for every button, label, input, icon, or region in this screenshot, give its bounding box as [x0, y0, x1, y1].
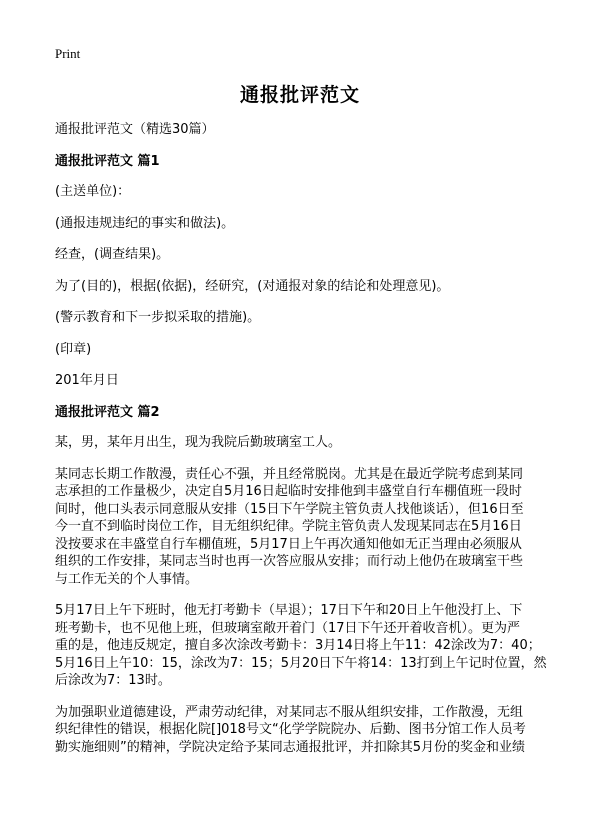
decision-line: 为了(目的)，根据(依据)，经研究，(对通报对象的结论和处理意见)。 [55, 278, 450, 294]
facts-line: (通报违规违纪的事实和做法)。 [55, 215, 235, 231]
paragraph-line: 与工作无关的个人事情。 [55, 571, 199, 587]
section-heading-2: 通报批评范文 篇2 [55, 404, 160, 420]
document-subtitle: 通报批评范文（精选30篇） [55, 122, 215, 137]
addressee-line: (主送单位)： [55, 184, 131, 199]
paragraph-line: 组织的工作安排，某同志当时也再一次答应服从安排；而行动上他仍在玻璃室干些 [55, 554, 524, 569]
paragraph-line: 5月16日上午10：15，涂改为7：15；5月20日下午将14：13打到上午记时位置，然 [55, 655, 547, 671]
print-link[interactable]: Print [55, 46, 81, 61]
section-heading-1: 通报批评范文 篇1 [55, 153, 160, 169]
paragraph-line: 5月17日上午下班时，他无打考勤卡（早退）；17日下午和20日上午他没打上、下 [55, 603, 523, 618]
paragraph-3 [55, 704, 555, 757]
paragraph-line: 后涂改为7：13时。 [55, 673, 171, 688]
paragraph-1 [55, 466, 555, 589]
paragraph-line: 勤实施细则”的精神，学院决定给予某同志通报批评，并扣除其5月份的奖金和业绩 [55, 739, 526, 755]
page-title: 通报批评范文 [239, 84, 360, 106]
paragraph-line: 重的是，他违反规定，擅自多次涂改考勤卡：3月14日将上午11：42涂改为7：40； [55, 638, 541, 653]
measures-line: (警示教育和下一步拟采取的措施)。 [55, 310, 261, 325]
document-body [55, 121, 555, 770]
paragraph-line: 班考勤卡，也不见他上班，但玻璃室敞开着门（17日下午还开着收音机）。更为严 [55, 620, 521, 636]
date-line: 201年月日 [55, 373, 119, 388]
paragraph-line: 为加强职业道德建设，严肃劳动纪律，对某同志不服从组织安排，工作散漫，无组 [55, 704, 524, 720]
paragraph-line: 某同志长期工作散漫，责任心不强，并且经常脱岗。尤其是在最近学院考虑到某同 [55, 466, 524, 482]
paragraph-line: 今一直不到临时岗位工作，目无组织纪律。学院主管负责人发现某同志在5月16日 [55, 519, 522, 534]
paragraph-2 [55, 602, 555, 690]
findings-line: 经查，(调查结果)。 [55, 247, 170, 262]
seal-line: (印章) [55, 341, 92, 357]
paragraph-line: 织纪律性的错误，根据化院[]018号文“化学学院院办、后勤、图书分馆工作人员考 [55, 722, 526, 737]
paragraph-line: 间时，他口头表示同意服从安排（15日下午学院主管负责人找他谈话），但16日至 [55, 501, 524, 517]
paragraph-line: 没按要求在丰盛堂自行车棚值班，5月17日上午再次通知他如无正当理由必须服从 [55, 536, 522, 552]
opening-line: 某，男，某年月出生，现为我院后勤玻璃室工人。 [55, 435, 342, 450]
paragraph-line: 志承担的工作量极少，决定自5月16日起临时安排他到丰盛堂自行车棚值班一段时 [55, 484, 522, 499]
